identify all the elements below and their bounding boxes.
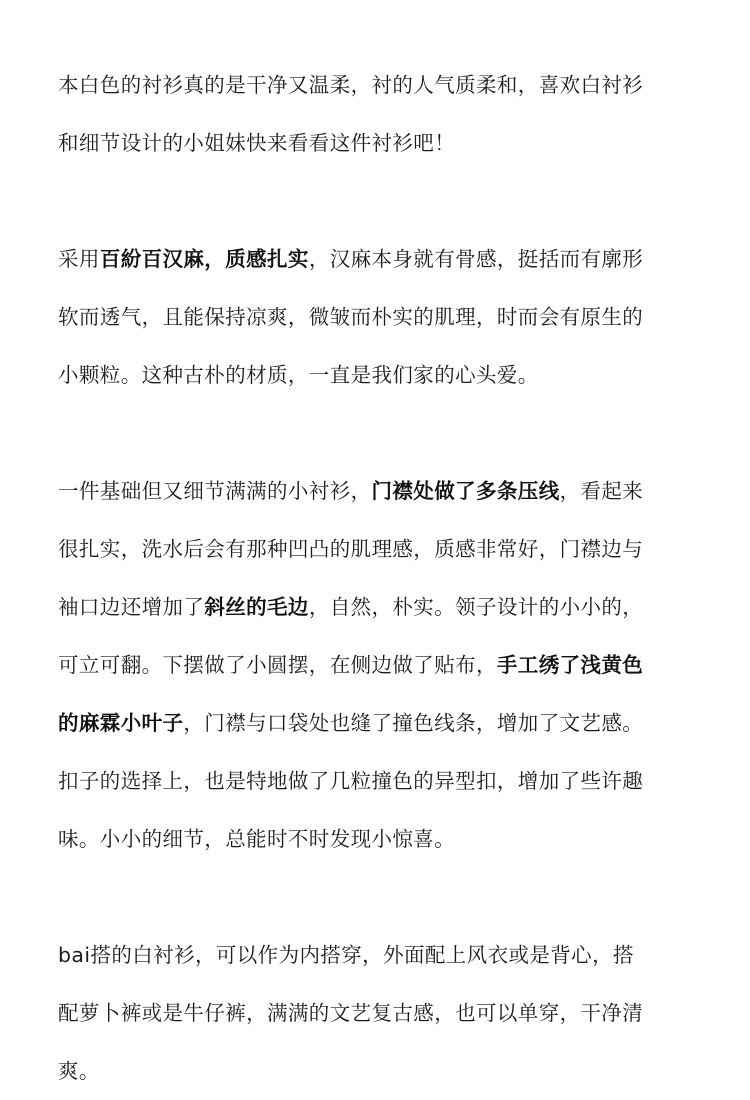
bold-highlight: 手工绣了浅黄色 [496,653,644,677]
paragraph-intro [58,56,700,172]
text-segment: 采用 [58,247,100,271]
text-line [58,752,700,810]
text-segment: 和细节设计的小姐妹快来看看这件衬衫吧！ [58,131,456,155]
paragraph-material [58,230,700,404]
text-line [58,520,700,578]
text-line [58,114,700,172]
bold-highlight: 门襟处做了多条压线 [371,479,560,503]
paragraph-spacer [58,172,700,230]
bold-highlight: 的麻霖小叶子 [58,711,184,735]
text-segment: 味。小小的细节，总能时不时发现小惊喜。 [58,827,456,851]
text-segment: 配萝卜裤或是牛仔裤，满满的文艺复古感，也可以单穿，干净清 [58,1001,644,1025]
text-line [58,462,700,520]
text-line [58,984,700,1042]
text-line [58,926,700,984]
bold-highlight: 百紛百汉麻，质感扎实 [99,247,309,271]
text-segment: ，门襟与口袋处也缝了撞色线条，增加了文艺感。 [183,711,644,735]
text-segment: 扣子的选择上，也是特地做了几粒撞色的异型扣，增加了些许趣 [58,769,644,793]
text-line [58,288,700,346]
text-line [58,230,700,288]
text-line [58,578,700,636]
paragraph-spacer [58,404,700,462]
paragraph-spacer [58,868,700,926]
text-segment: 很扎实，洗水后会有那种凹凸的肌理感，质感非常好，门襟边与 [58,537,644,561]
text-segment: 软而透气，且能保持凉爽，微皱而朴实的肌理，时而会有原生的 [58,305,644,329]
text-segment: ，汉麻本身就有骨感，挺括而有廓形 [308,247,644,271]
text-segment: 爽。 [58,1059,100,1083]
text-segment: 本白色的衬衫真的是干净又温柔，衬的人气质柔和，喜欢白衬衫 [58,73,644,97]
text-segment: 袖口边还增加了 [58,595,205,619]
text-line [58,810,700,868]
text-line [58,636,700,694]
text-segment: 小颗粒。这种古朴的材质，一直是我们家的心头爱。 [58,363,539,387]
text-segment: ，自然，朴实。领子设计的小小的， [308,595,644,619]
text-segment: ，看起来 [559,479,644,503]
paragraph-styling [58,926,700,1100]
text-line [58,1042,700,1100]
text-segment: 可立可翻。下摆做了小圆摆，在侧边做了贴布， [58,653,497,677]
text-line [58,694,700,752]
bold-highlight: 斜丝的毛边 [204,595,309,619]
text-segment: bai搭的白衬衫，可以作为内搭穿，外面配上风衣或是背心，搭 [58,943,634,967]
paragraph-details [58,462,700,868]
text-line [58,346,700,404]
text-line [58,56,700,114]
text-segment: 一件基础但又细节满满的小衬衫， [58,479,372,503]
